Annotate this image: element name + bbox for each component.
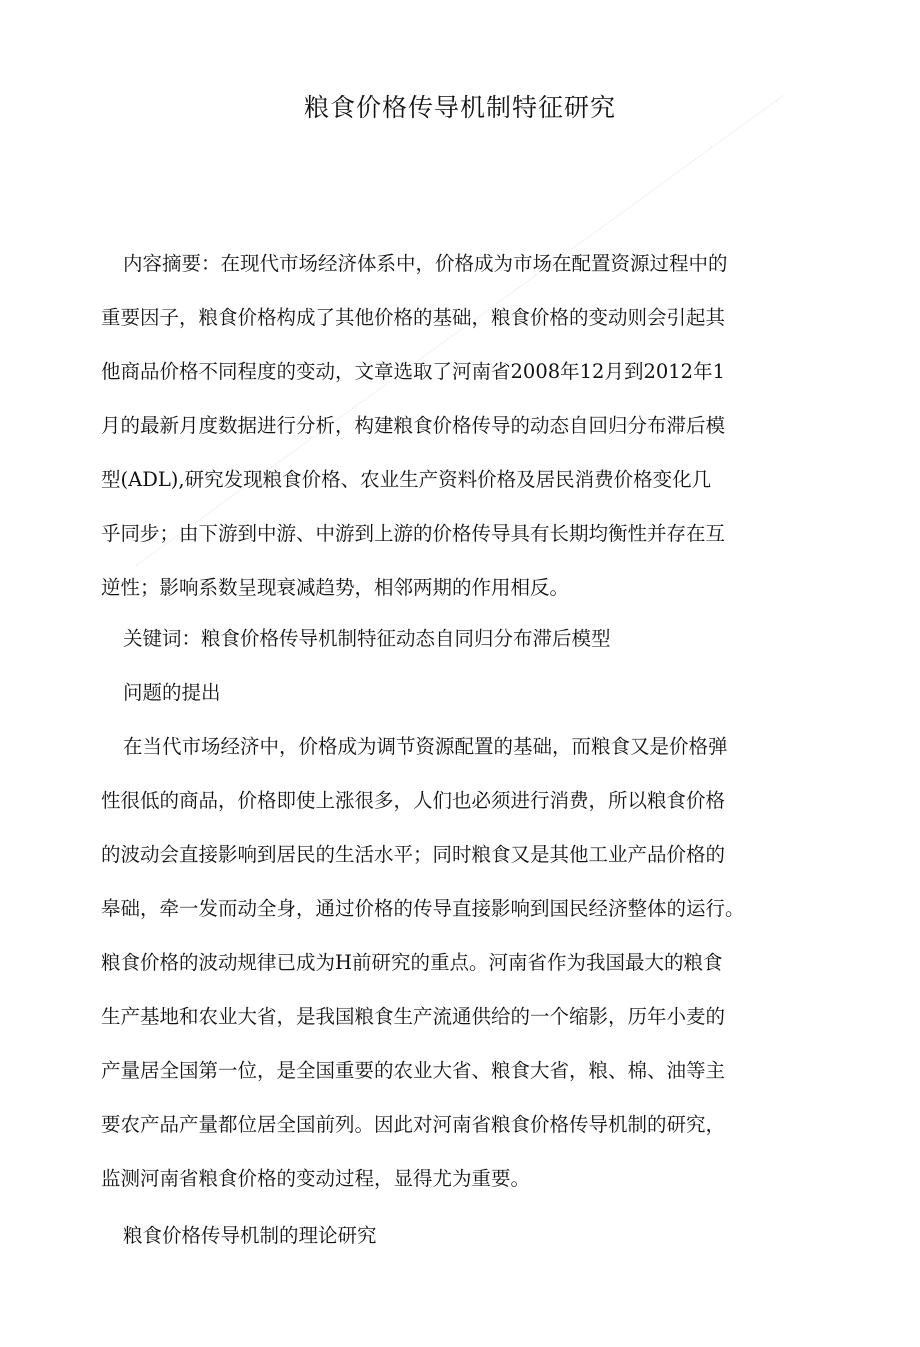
abstract-line: 内容摘要：在现代市场经济体系中，价格成为市场在配置资源过程中的 [123,252,728,275]
abstract-line: 型(ADL),研究发现粮食价格、农业生产资料价格及居民消费价格变化几 [101,468,712,491]
body-line: 要农产品产量都位居全国前列。因此对河南省粮食价格传导机制的研究， [101,1113,726,1136]
abstract-line: 逆性；影响系数呈现衰减趋势，相邻两期的作用相反。 [101,576,570,599]
body-line: 的波动会直接影响到居民的生活水平；同时粮食又是其他工业产品价格的 [101,843,726,866]
body-line: 皋础，牵一发而动全身，通过价格的传导直接影响到国民经济整体的运行。 [101,897,745,920]
abstract-line: 他商品价格不同程度的变动，文章选取了河南省2008年12月到2012年1 [101,360,725,383]
document-title: 粮食价格传导机制特征研究 [303,93,616,122]
section-heading-problem [101,679,221,706]
body-line: 性很低的商品，价格即使上涨很多，人们也必须进行消费，所以粮食价格 [101,789,726,812]
section-heading-theory [101,1222,377,1249]
keywords-paragraph [101,625,611,652]
abstract-paragraph [101,250,728,601]
keywords-line: 关键词：粮食价格传导机制特征动态自同归分布滞后模型 [123,627,611,650]
abstract-line: 乎同步；由下游到中游、中游到上游的价格传导具有长期均衡性并存在互 [101,522,726,545]
section1-paragraph [101,733,745,1192]
body-line: 在当代市场经济中，价格成为调节资源配置的基础，而粮食又是价格弹 [123,735,728,758]
body-line: 监测河南省粮食价格的变动过程，显得尤为重要。 [101,1167,531,1190]
section-heading-line: 问题的提出 [123,681,221,704]
body-line: 生产基地和农业大省，是我国粮食生产流通供给的一个缩影，历年小麦的 [101,1005,726,1028]
abstract-line: 月的最新月度数据进行分析，构建粮食价格传导的动态自回归分布滞后模 [101,414,726,437]
section-heading-line: 粮食价格传导机制的理论研究 [123,1224,377,1247]
abstract-line: 重要因子，粮食价格构成了其他价格的基础，粮食价格的变动则会引起其 [101,306,726,329]
body-line: 产量居全国第一位，是全国重要的农业大省、粮食大省，粮、棉、油等主 [101,1059,726,1082]
body-line: 粮食价格的波动规律已成为H前研究的重点。河南省作为我国最大的粮食 [101,951,723,974]
